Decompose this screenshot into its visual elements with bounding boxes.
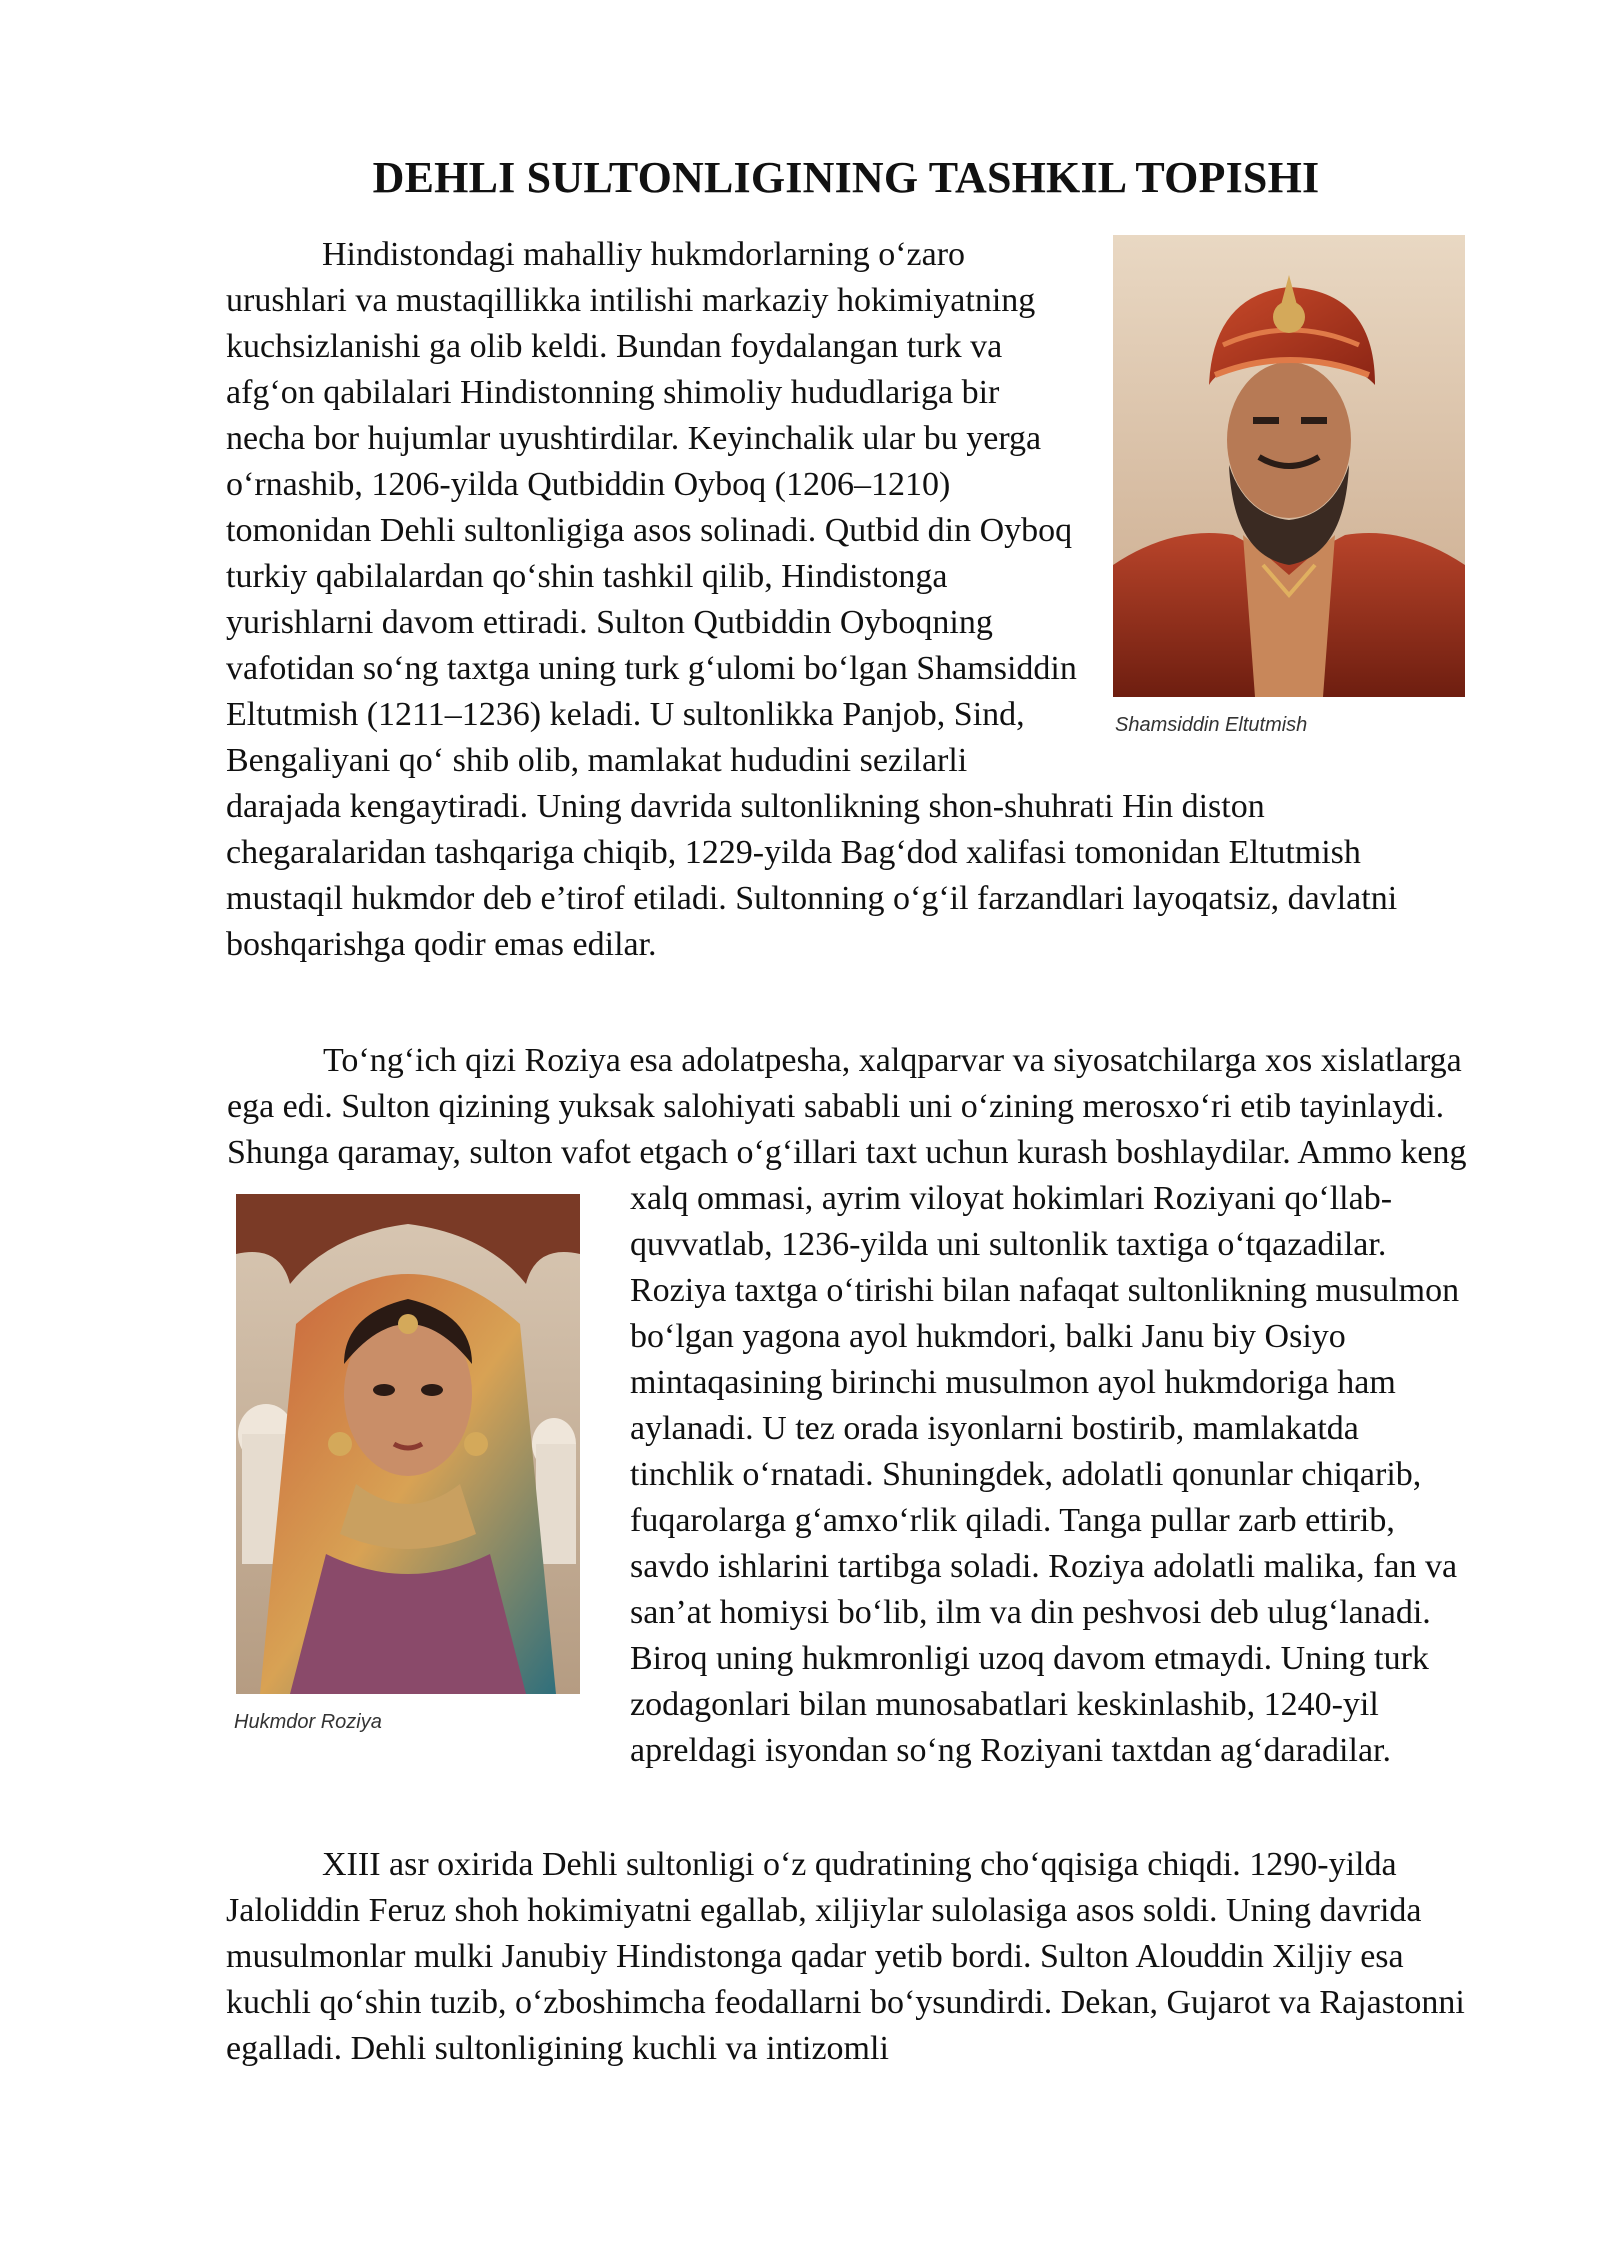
eltutmish-portrait-image bbox=[1107, 235, 1471, 697]
paragraph-1-text: Hindistondagi mahalliy hukmdorlarning o‘zaro urushlari va mustaqillikka intilishi markaziy hokimiyatning kuchsizlanishi ga olib keldi. Bundan foydalangan turk va afg‘on qabilalari Hindistonning shimoliy hududlariga bir necha bor hujumlar uyushtirdilar. Keyinchalik ular bu yerga o‘rnashib, 1206-yilda Qutbiddin Oyboq (1206–1210) tomonidan Dehli sultonligiga asos solinadi. Qutbid din Oyboq turkiy qabilalardan qo‘shin tashkil qilib, Hindistonga yurishlarni davom ettiradi. Sulton Qutbiddin Oyboqning vafotidan so‘ng taxtga uning turk g‘ulomi bo‘lgan Shamsiddin Eltutmish (1211–1236) keladi. U sultonlikka Panjob, Sind, Bengaliyani qo‘ shib olib, mamlakat hududini sezilarli darajada kengaytiradi. Uning davrida sultonlikning shon-shuhrati Hin diston chegaralaridan tashqariga chiqib, 1229-yilda Bag‘dod xalifasi tomonidan Eltutmish mustaqil hukmdor deb e’tirof etiladi. Sultonning o‘g‘il farzandlari layoqatsiz, davlatni boshqarishga qodir emas edilar. bbox=[226, 236, 1398, 963]
paragraph-1 bbox=[226, 232, 1471, 968]
roziya-portrait-image bbox=[226, 1194, 590, 1694]
paragraph-2-text: To‘ng‘ich qizi Roziya esa adolatpesha, xalqparvar va siyosatchilarga xos xislatlarga ega edi. Sulton qizining yuksak salohiyati sababli uni o‘zining merosxo‘ri etib tayinlaydi. Shunga qaramay, sulton vafot etgach o‘g‘illari taxt uchun kurash boshlaydilar. Ammo keng xalq ommasi, ayrim viloyat hokimlari Roziyani qo‘llab- quvvatlab, 1236-yilda uni sultonlik taxtiga o‘tqazadilar. Roziya taxtga o‘tirishi bilan nafaqat sultonlikning musulmon bo‘lgan yagona ayol hukmdori, balki Janu biy Osiyo mintaqasining birinchi musulmon ayol hukmdoriga ham aylanadi. U tez orada isyonlarni bostirib, mamlakatda tinchlik o‘rnatadi. Shuningdek, adolatli qonunlar chiqarib, fuqarolarga g‘amxo‘rlik qiladi. Tanga pullar zarb ettirib, savdo ishlarini tartibga soladi. Roziya adolatli malika, fan va san’at homiysi bo‘lib, ilm va din peshvosi deb ulug‘lanadi. Biroq uning hukmronligi uzoq davom etmaydi. Uning turk zodagonlari bilan munosabatlari keskinlashib, 1240-yil apreldagi isyondan so‘ng Roziyani taxtdan ag‘daradilar. bbox=[227, 1042, 1467, 1769]
figure-roziya bbox=[226, 1194, 590, 1742]
document-title: DEHLI SULTONLIGINING TASHKIL TOPISHI bbox=[372, 153, 1320, 202]
figure-eltutmish bbox=[1107, 235, 1471, 747]
eltutmish-caption: Shamsiddin Eltutmish bbox=[1115, 714, 1308, 736]
paragraph-2 bbox=[226, 1038, 1471, 1774]
paragraph-3-text: XIII asr oxirida Dehli sultonligi o‘z qudratining cho‘qqisiga chiqdi. 1290-yilda Jaloliddin Feruz shoh hokimiyatni egallab, xiljiylar sulolasiga asos soldi. Uning davrida musulmonlar mulki Janubiy Hindistonga qadar yetib bordi. Sulton Alouddin Xiljiy esa kuchli qo‘shin tuzib, o‘zboshimcha feodallarni bo‘ysundirdi. Dekan, Gujarot va Rajastonni egalladi. Dehli sultonligining kuchli va intizomli bbox=[226, 1846, 1465, 2067]
roziya-caption: Hukmdor Roziya bbox=[234, 1711, 382, 1733]
paragraph-3 bbox=[226, 1842, 1471, 2072]
